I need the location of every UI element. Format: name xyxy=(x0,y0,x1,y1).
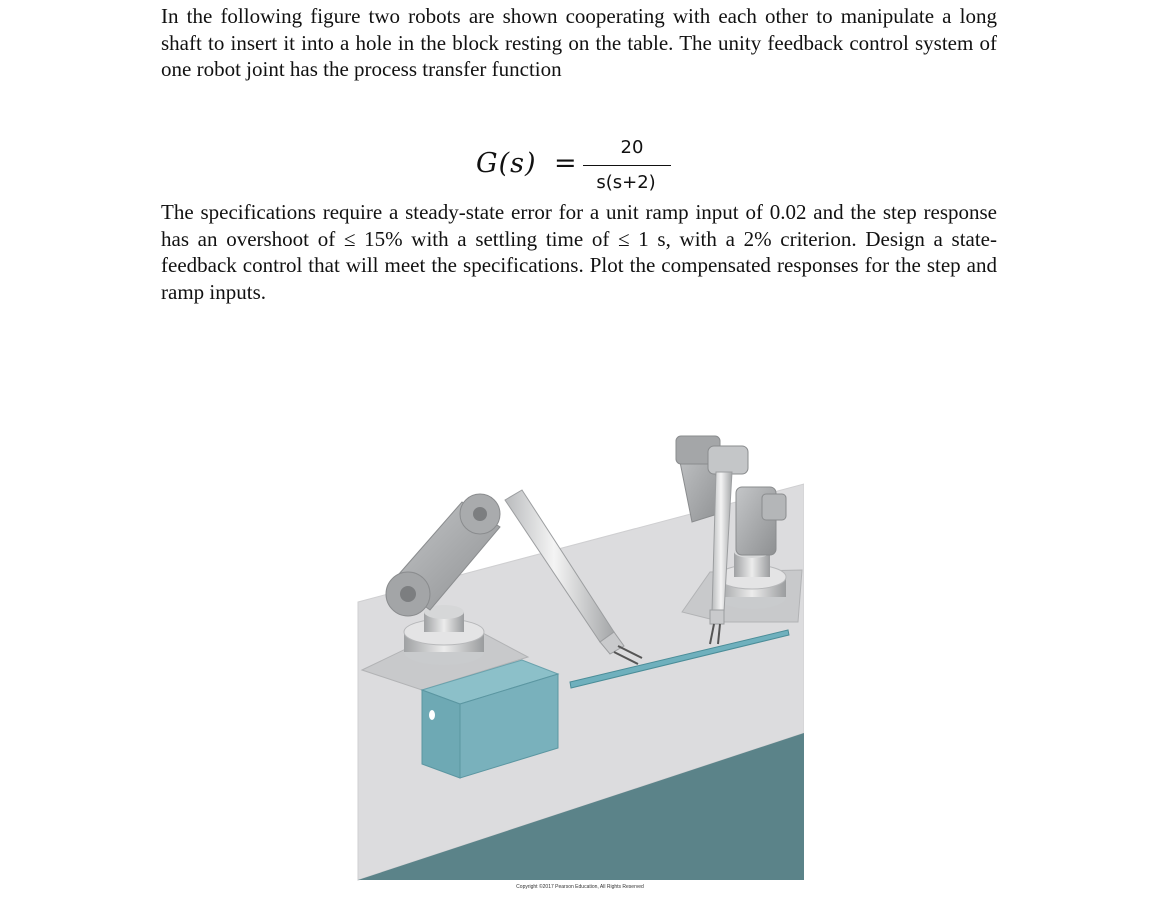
equation-denominator: s(s+2) xyxy=(596,172,656,193)
block-hole xyxy=(429,710,435,720)
figure-copyright: Copyright ©2017 Pearson Education, All Rights Reserved xyxy=(516,884,644,890)
equation-equals-sign: = xyxy=(554,148,577,179)
equation-numerator: 20 xyxy=(620,137,644,158)
transfer-function-equation xyxy=(476,134,676,198)
specifications-paragraph: The specifications require a steady-state error for a unit ramp input of 0.02 and the step response has an overshoot of ≤ 15% with a settling time of ≤ 1 s, with a 2% criterion. Design a state-feedback control that will meet the specifications. Plot the compensated responses for the step and ramp inputs. xyxy=(161,200,997,304)
robots-figure xyxy=(352,432,804,894)
problem-intro-paragraph: In the following figure two robots are shown cooperating with each other to manipulate a long shaft to insert it into a hole in the block resting on the table. The unity feedback control system of one robot joint has the process transfer function xyxy=(161,4,997,81)
equation-fraction-bar xyxy=(583,165,671,166)
block-front xyxy=(422,690,460,778)
equation-lhs: G(s) xyxy=(476,148,537,179)
